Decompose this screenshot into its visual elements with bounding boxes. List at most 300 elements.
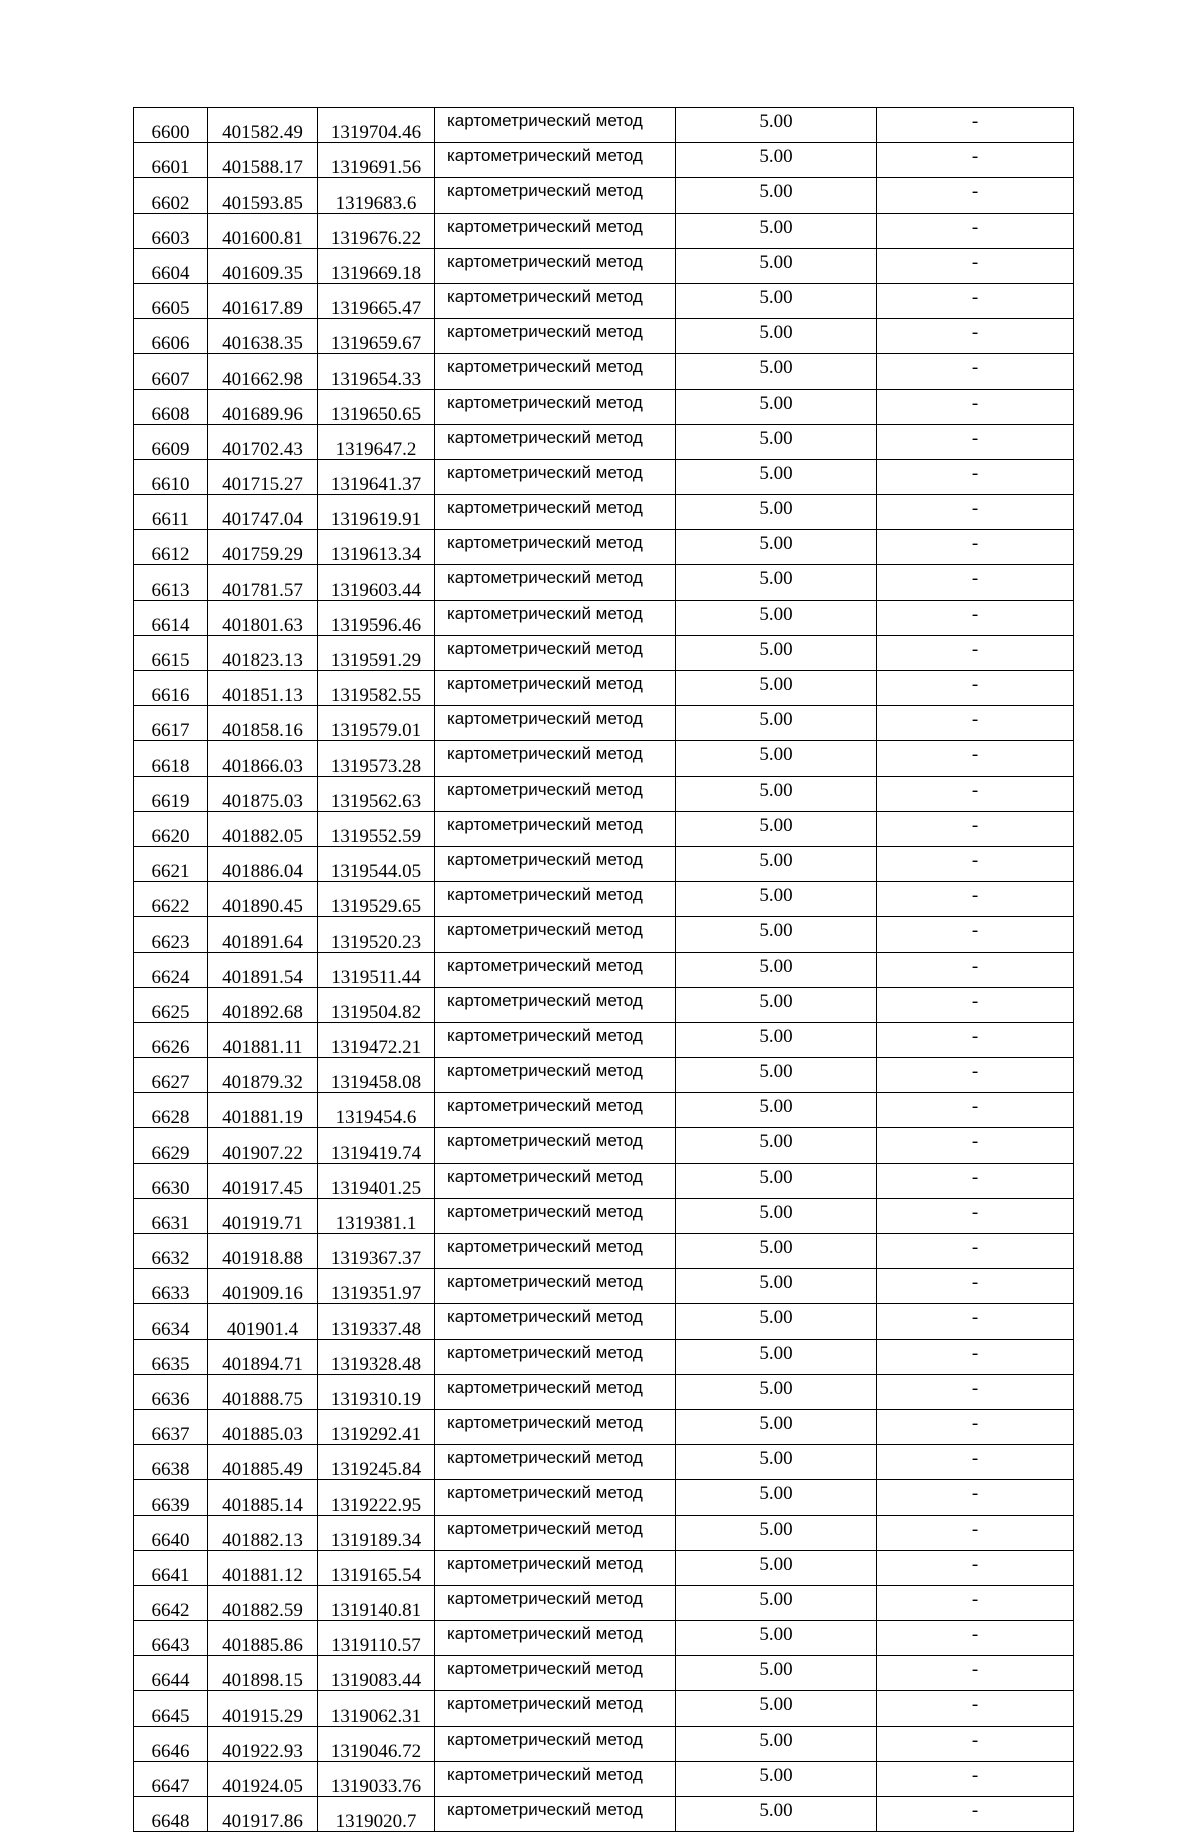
y-coordinate-cell: 1319328.48 [318, 1339, 435, 1374]
method-cell: картометрический метод [435, 565, 676, 600]
point-number-cell: 6611 [134, 495, 208, 530]
method-cell: картометрический метод [435, 319, 676, 354]
y-coordinate-cell: 1319504.82 [318, 987, 435, 1022]
x-coordinate-cell: 401875.03 [208, 776, 318, 811]
y-coordinate-cell: 1319511.44 [318, 952, 435, 987]
note-cell: - [877, 389, 1074, 424]
y-coordinate-cell: 1319165.54 [318, 1550, 435, 1585]
note-cell: - [877, 1269, 1074, 1304]
note-cell: - [877, 1304, 1074, 1339]
accuracy-cell: 5.00 [676, 1445, 877, 1480]
point-number-cell: 6634 [134, 1304, 208, 1339]
x-coordinate-cell: 401898.15 [208, 1656, 318, 1691]
y-coordinate-cell: 1319520.23 [318, 917, 435, 952]
accuracy-cell: 5.00 [676, 1409, 877, 1444]
point-number-cell: 6648 [134, 1797, 208, 1832]
accuracy-cell: 5.00 [676, 108, 877, 143]
accuracy-cell: 5.00 [676, 776, 877, 811]
accuracy-cell: 5.00 [676, 565, 877, 600]
note-cell: - [877, 1409, 1074, 1444]
table-row [134, 1374, 1074, 1409]
table-row [134, 1163, 1074, 1198]
method-cell: картометрический метод [435, 1409, 676, 1444]
point-number-cell: 6623 [134, 917, 208, 952]
y-coordinate-cell: 1319245.84 [318, 1445, 435, 1480]
y-coordinate-cell: 1319704.46 [318, 108, 435, 143]
point-number-cell: 6641 [134, 1550, 208, 1585]
point-number-cell: 6616 [134, 671, 208, 706]
table-row [134, 319, 1074, 354]
point-number-cell: 6604 [134, 248, 208, 283]
table-row [134, 565, 1074, 600]
x-coordinate-cell: 401781.57 [208, 565, 318, 600]
method-cell: картометрический метод [435, 1269, 676, 1304]
accuracy-cell: 5.00 [676, 1515, 877, 1550]
note-cell: - [877, 495, 1074, 530]
note-cell: - [877, 811, 1074, 846]
x-coordinate-cell: 401881.11 [208, 1022, 318, 1057]
table-row [134, 987, 1074, 1022]
method-cell: картометрический метод [435, 600, 676, 635]
table-row [134, 882, 1074, 917]
x-coordinate-cell: 401638.35 [208, 319, 318, 354]
method-cell: картометрический метод [435, 1621, 676, 1656]
y-coordinate-cell: 1319458.08 [318, 1058, 435, 1093]
x-coordinate-cell: 401891.54 [208, 952, 318, 987]
accuracy-cell: 5.00 [676, 1058, 877, 1093]
table-row [134, 1058, 1074, 1093]
table-row [134, 1409, 1074, 1444]
coordinates-table [133, 107, 1074, 1832]
table-row [134, 1269, 1074, 1304]
x-coordinate-cell: 401882.59 [208, 1585, 318, 1620]
accuracy-cell: 5.00 [676, 530, 877, 565]
method-cell: картометрический метод [435, 1480, 676, 1515]
point-number-cell: 6640 [134, 1515, 208, 1550]
method-cell: картометрический метод [435, 1339, 676, 1374]
note-cell: - [877, 741, 1074, 776]
method-cell: картометрический метод [435, 1550, 676, 1585]
accuracy-cell: 5.00 [676, 354, 877, 389]
y-coordinate-cell: 1319337.48 [318, 1304, 435, 1339]
method-cell: картометрический метод [435, 1374, 676, 1409]
y-coordinate-cell: 1319020.7 [318, 1797, 435, 1832]
y-coordinate-cell: 1319647.2 [318, 424, 435, 459]
note-cell: - [877, 1234, 1074, 1269]
accuracy-cell: 5.00 [676, 1022, 877, 1057]
note-cell: - [877, 248, 1074, 283]
accuracy-cell: 5.00 [676, 143, 877, 178]
note-cell: - [877, 600, 1074, 635]
table-row [134, 213, 1074, 248]
point-number-cell: 6619 [134, 776, 208, 811]
coordinates-table-body [134, 108, 1074, 1832]
table-row [134, 846, 1074, 881]
point-number-cell: 6626 [134, 1022, 208, 1057]
point-number-cell: 6603 [134, 213, 208, 248]
y-coordinate-cell: 1319669.18 [318, 248, 435, 283]
y-coordinate-cell: 1319654.33 [318, 354, 435, 389]
point-number-cell: 6624 [134, 952, 208, 987]
y-coordinate-cell: 1319562.63 [318, 776, 435, 811]
method-cell: картометрический метод [435, 1797, 676, 1832]
table-row [134, 1515, 1074, 1550]
table-row [134, 1022, 1074, 1057]
table-row [134, 1445, 1074, 1480]
table-row [134, 1585, 1074, 1620]
accuracy-cell: 5.00 [676, 424, 877, 459]
accuracy-cell: 5.00 [676, 319, 877, 354]
point-number-cell: 6615 [134, 635, 208, 670]
x-coordinate-cell: 401662.98 [208, 354, 318, 389]
point-number-cell: 6642 [134, 1585, 208, 1620]
method-cell: картометрический метод [435, 987, 676, 1022]
y-coordinate-cell: 1319573.28 [318, 741, 435, 776]
point-number-cell: 6628 [134, 1093, 208, 1128]
y-coordinate-cell: 1319062.31 [318, 1691, 435, 1726]
table-row [134, 354, 1074, 389]
x-coordinate-cell: 401702.43 [208, 424, 318, 459]
note-cell: - [877, 917, 1074, 952]
point-number-cell: 6613 [134, 565, 208, 600]
table-row [134, 635, 1074, 670]
accuracy-cell: 5.00 [676, 846, 877, 881]
note-cell: - [877, 319, 1074, 354]
accuracy-cell: 5.00 [676, 882, 877, 917]
table-row [134, 424, 1074, 459]
point-number-cell: 6620 [134, 811, 208, 846]
table-row [134, 811, 1074, 846]
method-cell: картометрический метод [435, 776, 676, 811]
accuracy-cell: 5.00 [676, 1480, 877, 1515]
point-number-cell: 6602 [134, 178, 208, 213]
method-cell: картометрический метод [435, 1585, 676, 1620]
note-cell: - [877, 283, 1074, 318]
accuracy-cell: 5.00 [676, 1304, 877, 1339]
y-coordinate-cell: 1319596.46 [318, 600, 435, 635]
method-cell: картометрический метод [435, 671, 676, 706]
x-coordinate-cell: 401885.49 [208, 1445, 318, 1480]
x-coordinate-cell: 401885.03 [208, 1409, 318, 1444]
method-cell: картометрический метод [435, 1128, 676, 1163]
method-cell: картометрический метод [435, 178, 676, 213]
method-cell: картометрический метод [435, 530, 676, 565]
note-cell: - [877, 1480, 1074, 1515]
y-coordinate-cell: 1319582.55 [318, 671, 435, 706]
x-coordinate-cell: 401885.86 [208, 1621, 318, 1656]
accuracy-cell: 5.00 [676, 1269, 877, 1304]
x-coordinate-cell: 401918.88 [208, 1234, 318, 1269]
note-cell: - [877, 882, 1074, 917]
y-coordinate-cell: 1319613.34 [318, 530, 435, 565]
y-coordinate-cell: 1319381.1 [318, 1198, 435, 1233]
x-coordinate-cell: 401866.03 [208, 741, 318, 776]
x-coordinate-cell: 401617.89 [208, 283, 318, 318]
point-number-cell: 6627 [134, 1058, 208, 1093]
point-number-cell: 6638 [134, 1445, 208, 1480]
note-cell: - [877, 706, 1074, 741]
table-row [134, 1304, 1074, 1339]
accuracy-cell: 5.00 [676, 389, 877, 424]
note-cell: - [877, 776, 1074, 811]
accuracy-cell: 5.00 [676, 952, 877, 987]
point-number-cell: 6631 [134, 1198, 208, 1233]
note-cell: - [877, 987, 1074, 1022]
y-coordinate-cell: 1319110.57 [318, 1621, 435, 1656]
x-coordinate-cell: 401881.19 [208, 1093, 318, 1128]
table-row [134, 1761, 1074, 1796]
method-cell: картометрический метод [435, 1234, 676, 1269]
y-coordinate-cell: 1319419.74 [318, 1128, 435, 1163]
point-number-cell: 6629 [134, 1128, 208, 1163]
accuracy-cell: 5.00 [676, 1198, 877, 1233]
point-number-cell: 6612 [134, 530, 208, 565]
table-row [134, 1550, 1074, 1585]
method-cell: картометрический метод [435, 1515, 676, 1550]
x-coordinate-cell: 401892.68 [208, 987, 318, 1022]
note-cell: - [877, 1339, 1074, 1374]
accuracy-cell: 5.00 [676, 178, 877, 213]
note-cell: - [877, 1550, 1074, 1585]
note-cell: - [877, 1058, 1074, 1093]
point-number-cell: 6601 [134, 143, 208, 178]
method-cell: картометрический метод [435, 1093, 676, 1128]
accuracy-cell: 5.00 [676, 1585, 877, 1620]
point-number-cell: 6639 [134, 1480, 208, 1515]
accuracy-cell: 5.00 [676, 1761, 877, 1796]
method-cell: картометрический метод [435, 882, 676, 917]
accuracy-cell: 5.00 [676, 917, 877, 952]
point-number-cell: 6632 [134, 1234, 208, 1269]
x-coordinate-cell: 401885.14 [208, 1480, 318, 1515]
accuracy-cell: 5.00 [676, 635, 877, 670]
y-coordinate-cell: 1319529.65 [318, 882, 435, 917]
point-number-cell: 6605 [134, 283, 208, 318]
point-number-cell: 6625 [134, 987, 208, 1022]
note-cell: - [877, 354, 1074, 389]
x-coordinate-cell: 401917.45 [208, 1163, 318, 1198]
accuracy-cell: 5.00 [676, 987, 877, 1022]
table-row [134, 283, 1074, 318]
x-coordinate-cell: 401919.71 [208, 1198, 318, 1233]
note-cell: - [877, 213, 1074, 248]
accuracy-cell: 5.00 [676, 1128, 877, 1163]
accuracy-cell: 5.00 [676, 1339, 877, 1374]
y-coordinate-cell: 1319401.25 [318, 1163, 435, 1198]
x-coordinate-cell: 401886.04 [208, 846, 318, 881]
table-row [134, 1198, 1074, 1233]
method-cell: картометрический метод [435, 424, 676, 459]
x-coordinate-cell: 401894.71 [208, 1339, 318, 1374]
accuracy-cell: 5.00 [676, 706, 877, 741]
note-cell: - [877, 565, 1074, 600]
point-number-cell: 6647 [134, 1761, 208, 1796]
method-cell: картометрический метод [435, 213, 676, 248]
x-coordinate-cell: 401588.17 [208, 143, 318, 178]
method-cell: картометрический метод [435, 635, 676, 670]
method-cell: картометрический метод [435, 846, 676, 881]
x-coordinate-cell: 401907.22 [208, 1128, 318, 1163]
method-cell: картометрический метод [435, 1163, 676, 1198]
method-cell: картометрический метод [435, 354, 676, 389]
table-row [134, 1339, 1074, 1374]
accuracy-cell: 5.00 [676, 1726, 877, 1761]
note-cell: - [877, 530, 1074, 565]
note-cell: - [877, 1585, 1074, 1620]
table-row [134, 600, 1074, 635]
note-cell: - [877, 1198, 1074, 1233]
note-cell: - [877, 1797, 1074, 1832]
y-coordinate-cell: 1319222.95 [318, 1480, 435, 1515]
accuracy-cell: 5.00 [676, 283, 877, 318]
table-row [134, 143, 1074, 178]
method-cell: картометрический метод [435, 143, 676, 178]
method-cell: картометрический метод [435, 389, 676, 424]
y-coordinate-cell: 1319351.97 [318, 1269, 435, 1304]
method-cell: картометрический метод [435, 1058, 676, 1093]
x-coordinate-cell: 401888.75 [208, 1374, 318, 1409]
accuracy-cell: 5.00 [676, 1093, 877, 1128]
point-number-cell: 6646 [134, 1726, 208, 1761]
x-coordinate-cell: 401715.27 [208, 459, 318, 494]
point-number-cell: 6618 [134, 741, 208, 776]
x-coordinate-cell: 401881.12 [208, 1550, 318, 1585]
note-cell: - [877, 1691, 1074, 1726]
table-row [134, 706, 1074, 741]
method-cell: картометрический метод [435, 1691, 676, 1726]
y-coordinate-cell: 1319683.6 [318, 178, 435, 213]
x-coordinate-cell: 401915.29 [208, 1691, 318, 1726]
accuracy-cell: 5.00 [676, 1234, 877, 1269]
accuracy-cell: 5.00 [676, 811, 877, 846]
method-cell: картометрический метод [435, 1022, 676, 1057]
note-cell: - [877, 143, 1074, 178]
y-coordinate-cell: 1319650.65 [318, 389, 435, 424]
method-cell: картометрический метод [435, 1726, 676, 1761]
x-coordinate-cell: 401689.96 [208, 389, 318, 424]
y-coordinate-cell: 1319676.22 [318, 213, 435, 248]
y-coordinate-cell: 1319140.81 [318, 1585, 435, 1620]
table-row [134, 108, 1074, 143]
method-cell: картометрический метод [435, 283, 676, 318]
point-number-cell: 6606 [134, 319, 208, 354]
x-coordinate-cell: 401882.05 [208, 811, 318, 846]
table-row [134, 530, 1074, 565]
y-coordinate-cell: 1319591.29 [318, 635, 435, 670]
y-coordinate-cell: 1319544.05 [318, 846, 435, 881]
table-row [134, 459, 1074, 494]
accuracy-cell: 5.00 [676, 600, 877, 635]
x-coordinate-cell: 401924.05 [208, 1761, 318, 1796]
accuracy-cell: 5.00 [676, 1691, 877, 1726]
x-coordinate-cell: 401890.45 [208, 882, 318, 917]
table-row [134, 1797, 1074, 1832]
note-cell: - [877, 1128, 1074, 1163]
note-cell: - [877, 1656, 1074, 1691]
point-number-cell: 6608 [134, 389, 208, 424]
point-number-cell: 6637 [134, 1409, 208, 1444]
table-row [134, 952, 1074, 987]
y-coordinate-cell: 1319603.44 [318, 565, 435, 600]
note-cell: - [877, 1022, 1074, 1057]
method-cell: картометрический метод [435, 811, 676, 846]
y-coordinate-cell: 1319472.21 [318, 1022, 435, 1057]
x-coordinate-cell: 401858.16 [208, 706, 318, 741]
table-row [134, 248, 1074, 283]
table-row [134, 389, 1074, 424]
table-row [134, 1726, 1074, 1761]
method-cell: картометрический метод [435, 952, 676, 987]
point-number-cell: 6643 [134, 1621, 208, 1656]
y-coordinate-cell: 1319310.19 [318, 1374, 435, 1409]
note-cell: - [877, 671, 1074, 706]
point-number-cell: 6622 [134, 882, 208, 917]
note-cell: - [877, 424, 1074, 459]
accuracy-cell: 5.00 [676, 1621, 877, 1656]
table-row [134, 178, 1074, 213]
x-coordinate-cell: 401759.29 [208, 530, 318, 565]
y-coordinate-cell: 1319367.37 [318, 1234, 435, 1269]
x-coordinate-cell: 401922.93 [208, 1726, 318, 1761]
accuracy-cell: 5.00 [676, 459, 877, 494]
note-cell: - [877, 108, 1074, 143]
accuracy-cell: 5.00 [676, 213, 877, 248]
table-row [134, 1128, 1074, 1163]
x-coordinate-cell: 401879.32 [208, 1058, 318, 1093]
table-row [134, 1480, 1074, 1515]
table-row [134, 741, 1074, 776]
y-coordinate-cell: 1319083.44 [318, 1656, 435, 1691]
note-cell: - [877, 846, 1074, 881]
y-coordinate-cell: 1319641.37 [318, 459, 435, 494]
accuracy-cell: 5.00 [676, 248, 877, 283]
method-cell: картометрический метод [435, 459, 676, 494]
table-row [134, 1093, 1074, 1128]
x-coordinate-cell: 401823.13 [208, 635, 318, 670]
y-coordinate-cell: 1319659.67 [318, 319, 435, 354]
x-coordinate-cell: 401891.64 [208, 917, 318, 952]
method-cell: картометрический метод [435, 1198, 676, 1233]
method-cell: картометрический метод [435, 706, 676, 741]
y-coordinate-cell: 1319579.01 [318, 706, 435, 741]
accuracy-cell: 5.00 [676, 741, 877, 776]
table-row [134, 1656, 1074, 1691]
y-coordinate-cell: 1319552.59 [318, 811, 435, 846]
x-coordinate-cell: 401747.04 [208, 495, 318, 530]
x-coordinate-cell: 401909.16 [208, 1269, 318, 1304]
y-coordinate-cell: 1319046.72 [318, 1726, 435, 1761]
table-row [134, 1691, 1074, 1726]
note-cell: - [877, 1726, 1074, 1761]
y-coordinate-cell: 1319454.6 [318, 1093, 435, 1128]
x-coordinate-cell: 401582.49 [208, 108, 318, 143]
point-number-cell: 6644 [134, 1656, 208, 1691]
note-cell: - [877, 1163, 1074, 1198]
point-number-cell: 6600 [134, 108, 208, 143]
y-coordinate-cell: 1319189.34 [318, 1515, 435, 1550]
accuracy-cell: 5.00 [676, 671, 877, 706]
note-cell: - [877, 1761, 1074, 1796]
method-cell: картометрический метод [435, 917, 676, 952]
y-coordinate-cell: 1319033.76 [318, 1761, 435, 1796]
method-cell: картометрический метод [435, 108, 676, 143]
point-number-cell: 6607 [134, 354, 208, 389]
accuracy-cell: 5.00 [676, 1656, 877, 1691]
method-cell: картометрический метод [435, 495, 676, 530]
note-cell: - [877, 635, 1074, 670]
table-row [134, 917, 1074, 952]
method-cell: картометрический метод [435, 741, 676, 776]
